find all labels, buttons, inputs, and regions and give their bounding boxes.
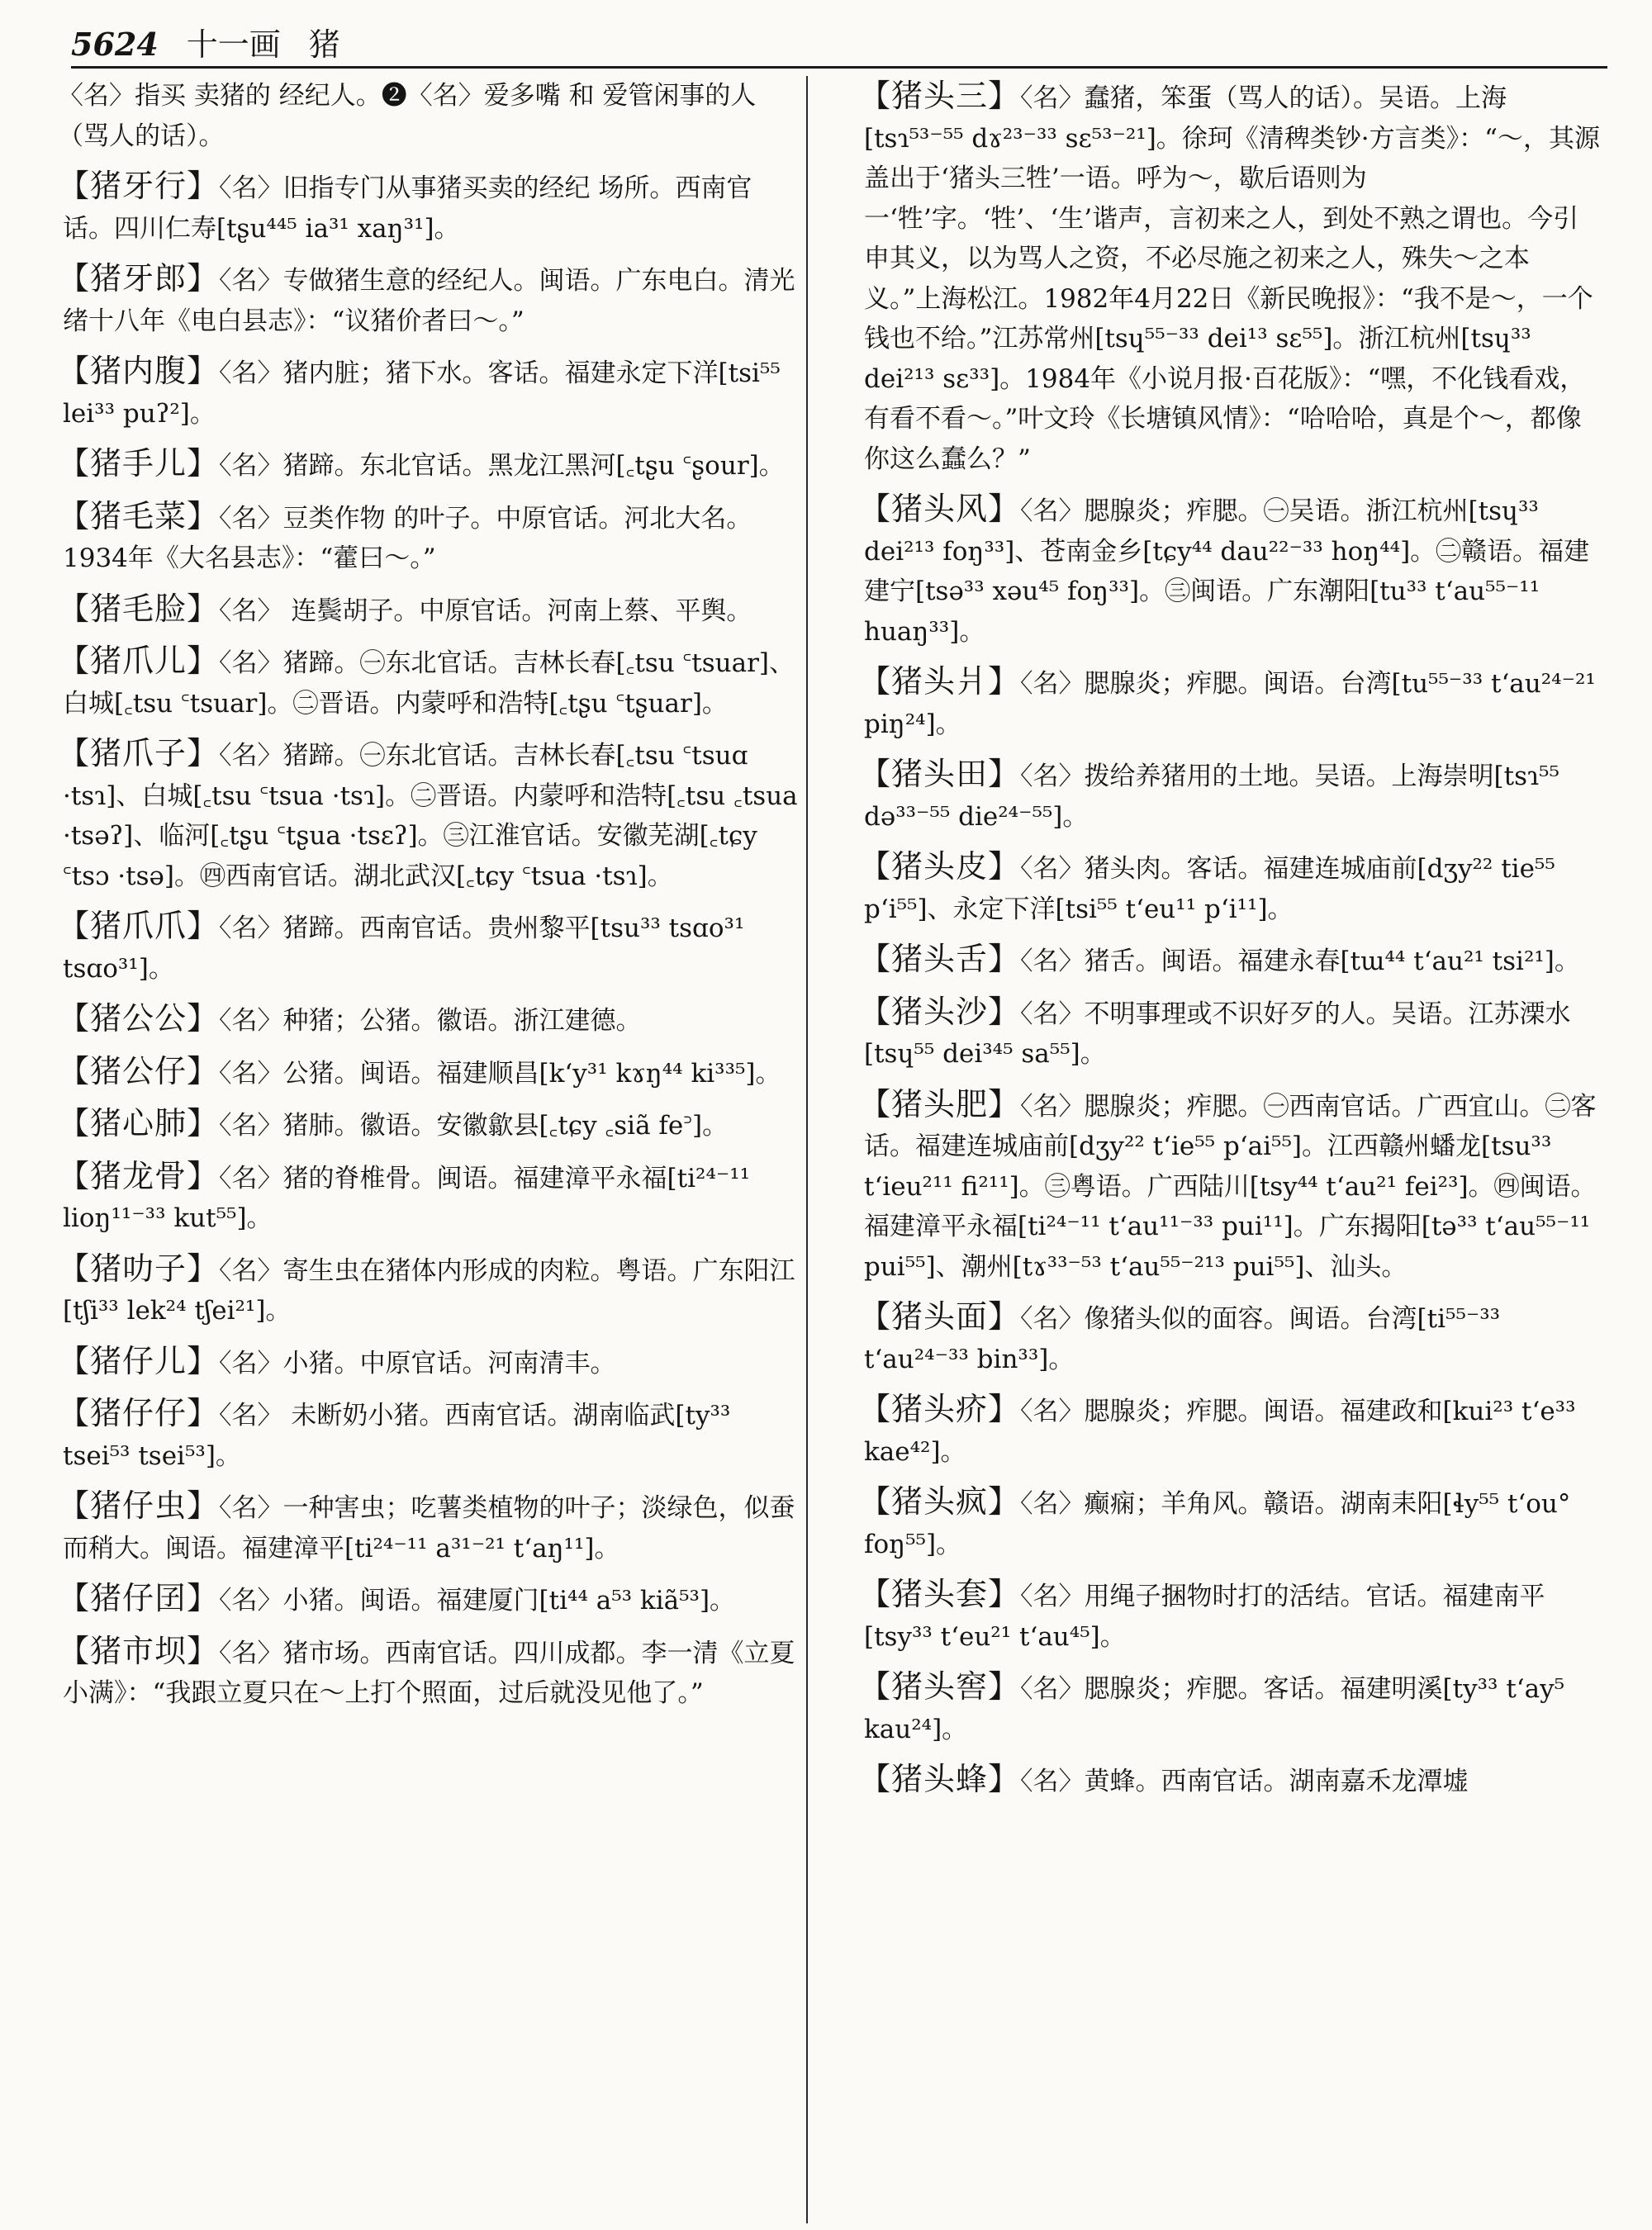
- entry-definition: 〈名〉猪内脏；猪下水。客话。福建永定下洋[tsi⁵⁵ lei³³ puʔ²]。: [63, 358, 781, 429]
- entry-headword: 【 猪毛脸 】: [58, 591, 219, 627]
- entry-headword: 【 猪头舌 】: [859, 941, 1020, 977]
- entry-headword: 【 猪头沙 】: [859, 994, 1020, 1030]
- dictionary-entry: [859, 847, 1601, 929]
- dictionary-entry: [58, 641, 800, 724]
- entry-definition: 〈名〉猪头肉。客话。福建连城庙前[dʒy²² tie⁵⁵ p‘i⁵⁵]、永定下洋[tsi⁵⁵ t‘eu¹¹ p‘i¹¹]。: [864, 854, 1555, 924]
- entry-headword: 【 猪头蜂 】: [859, 1761, 1020, 1797]
- entry-definition: 〈名〉猪蹄。㊀东北官话。吉林长春[꜀tsu ꜂tsuar]、白城[꜀tsu ꜂tsuar]。㊁晋语。内蒙呼和浩特[꜀tʂu ꜂tʂuar]。: [63, 648, 795, 719]
- dictionary-entry: [859, 992, 1601, 1075]
- dictionary-entry: [859, 1482, 1601, 1564]
- dictionary-entry: [58, 1249, 800, 1331]
- entry-headword: 【 猪头皮 】: [859, 848, 1020, 885]
- section-label: 十一画: [186, 26, 281, 63]
- entry-headword: 【 猪头疥 】: [859, 1391, 1020, 1427]
- dictionary-entry: [58, 1486, 800, 1568]
- entry-definition: 〈名〉腮腺炎；痄腮。闽语。福建政和[kui²³ t‘e³³ kae⁴²]。: [864, 1397, 1576, 1467]
- entry-definition: 〈名〉蠢猪，笨蛋（骂人的话）。吴语。上海[tsɿ⁵³⁻⁵⁵ dɤ²³⁻³³ sɛ⁵³⁻²¹]。徐珂《清稗类钞·方言类》：“～，其源盖出于‘猪头三牲’一语。呼为～，歇后语则为一‘牲’字。‘牲’、‘生’谐声，言初来之人，到处不熟之谓也。今引申其义，以为骂人之资，不必尽施之初来之人，殊失～之本义。”上海松江。1982年4月22日《新民晚报》：“我不是～，一个钱也不给。”江苏常州[tsɥ⁵⁵⁻³³ dei¹³ sɛ⁵⁵]。浙江杭州[tsɥ³³ dei²¹³ sɛ³³]。1984年《小说月报·百花版》：“嘿，不化钱看戏，有看不看～。”叶文玲《长塘镇风情》：“哈哈哈，真是个～，都像你这么蠢么？”: [864, 83, 1601, 474]
- entry-definition: 〈名〉一种害虫；吃薯类植物的叶子；淡绿色，似蚕而稍大。闽语。福建漳平[ti²⁴⁻¹¹ a³¹⁻²¹ t‘aŋ¹¹]。: [63, 1493, 795, 1563]
- entry-definition: 〈名〉猪的脊椎骨。闽语。福建漳平永福[ti²⁴⁻¹¹ lioŋ¹¹⁻³³ kut⁵⁵]。: [63, 1163, 751, 1233]
- entry-definition: 〈名〉拨给养猪用的土地。吴语。上海崇明[tsɿ⁵⁵ də³³⁻⁵⁵ die²⁴⁻⁵⁵]。: [864, 762, 1559, 832]
- dictionary-entry: [859, 489, 1601, 652]
- entry-definition: 〈名〉不明事理或不识好歹的人。吴语。江苏溧水[tsɥ⁵⁵ dei³⁴⁵ sa⁵⁵]。: [864, 999, 1571, 1069]
- entry-definition: 〈名〉种猪；公猪。徽语。浙江建德。: [219, 1006, 642, 1036]
- right-column: [859, 76, 1601, 2223]
- dictionary-entry: [58, 733, 800, 896]
- entry-headword: 【 猪公仔 】: [58, 1053, 219, 1089]
- dictionary-entry: [58, 589, 800, 632]
- entry-definition: 〈名〉小猪。闽语。福建厦门[ti⁴⁴ a⁵³ kiã⁵³]。: [219, 1586, 736, 1616]
- entry-definition: 〈名〉腮腺炎；痄腮。闽语。台湾[tu⁵⁵⁻³³ t‘au²⁴⁻²¹ piŋ²⁴]。: [864, 669, 1596, 739]
- entry-headword: 【 猪头三 】: [859, 78, 1020, 114]
- dictionary-entry: [58, 1156, 800, 1239]
- entry-definition: 〈名〉旧指专门从事猪买卖的经纪 场所。西南官话。四川仁寿[tʂu⁴⁴⁵ ia³¹ xaŋ³¹]。: [63, 173, 752, 244]
- entry-definition: 〈名〉豆类作物 的叶子。中原官话。河北大名。1934年《大名县志》：“藿曰～。”: [63, 503, 752, 573]
- entry-headword: 【 猪手儿 】: [58, 445, 219, 482]
- dictionary-entry: [58, 76, 800, 156]
- dictionary-entry: [859, 939, 1601, 982]
- entry-headword: 【 猪爪爪 】: [58, 908, 219, 944]
- entry-definition: 〈名〉用绳子捆物时打的活结。官话。福建南平[tsy³³ t‘eu²¹ t‘au⁴⁵]。: [864, 1582, 1545, 1652]
- entry-headword: 【 猪头肥 】: [859, 1086, 1020, 1122]
- left-column: [58, 76, 800, 2223]
- dictionary-entry: [58, 496, 800, 579]
- entry-definition: 〈名〉指买 卖猪的 经纪人。❷〈名〉爱多嘴 和 爱管闲事的人（骂人的话）。: [58, 81, 757, 151]
- dictionary-entry: [859, 754, 1601, 837]
- entry-definition: 〈名〉 连鬓胡子。中原官话。河南上蔡、平舆。: [219, 595, 752, 626]
- dictionary-entry: [58, 1341, 800, 1384]
- dictionary-entry: [58, 1393, 800, 1476]
- header-character: 猪: [308, 26, 340, 63]
- dictionary-entry: [58, 1631, 800, 1714]
- dictionary-entry: [58, 444, 800, 486]
- entry-definition: 〈名〉猪肺。徽语。安徽歙县[꜀tɕy ꜀siã fe꜄]。: [219, 1111, 729, 1141]
- page-number: 5624: [71, 26, 159, 63]
- dictionary-entry: [58, 1103, 800, 1146]
- dictionary-entry: [58, 906, 800, 989]
- entry-headword: 【 猪爪子 】: [58, 735, 219, 771]
- entry-definition: 〈名〉猪蹄。西南官话。贵州黎平[tsu³³ tsɑo³¹ tsɑo³¹]。: [63, 913, 745, 984]
- dictionary-entry: [859, 1389, 1601, 1472]
- entry-headword: 【 猪头田 】: [859, 756, 1020, 792]
- dictionary-entry: [859, 1759, 1601, 1802]
- entry-definition: 〈名〉像猪头似的面容。闽语。台湾[ti⁵⁵⁻³³ t‘au²⁴⁻³³ bin³³]。: [864, 1304, 1501, 1374]
- entry-definition: 〈名〉猪蹄。东北官话。黑龙江黑河[꜀tʂu ꜂ʂour]。: [219, 451, 785, 481]
- entry-definition: 〈名〉腮腺炎；痄腮。㊀吴语。浙江杭州[tsɥ³³ dei²¹³ foŋ³³]、苍南金乡[tɕy⁴⁴ dau²²⁻³³ hoŋ⁴⁴]。㊁赣语。福建建宁[tsə³³ xəu⁴⁵ foŋ³³]。㊂闽语。广东潮阳[tu³³ t‘au⁵⁵⁻¹¹ huaŋ³³]。: [864, 496, 1590, 647]
- dictionary-entry: [859, 1574, 1601, 1657]
- entry-headword: 【 猪头套 】: [859, 1576, 1020, 1612]
- entry-headword: 【 猪仔儿 】: [58, 1343, 219, 1379]
- dictionary-entry: [58, 999, 800, 1041]
- entry-definition: 〈名〉腮腺炎；痄腮。客话。福建明溪[ty³³ t‘ay⁵ kau²⁴]。: [864, 1674, 1565, 1744]
- dictionary-entry: [58, 259, 800, 341]
- dictionary-entry: [859, 76, 1601, 479]
- column-divider: [806, 76, 808, 2223]
- entry-definition: 〈名〉寄生虫在猪体内形成的肉粒。粤语。广东阳江[tʃi³³ lek²⁴ tʃei²¹]。: [63, 1255, 795, 1326]
- dictionary-entry: [859, 1084, 1601, 1288]
- dictionary-entry: [58, 1051, 800, 1094]
- entry-definition: 〈名〉黄蜂。西南官话。湖南嘉禾龙潭墟: [1020, 1767, 1469, 1796]
- entry-headword: 【 猪牙郎 】: [58, 260, 219, 297]
- entry-definition: 〈名〉猪蹄。㊀东北官话。吉林长春[꜀tsu ꜂tsuɑ ·tsɿ]、白城[꜀tsu ꜂tsua ·tsɿ]。㊁晋语。内蒙呼和浩特[꜀tsu ꜀tsua ·tsəʔ]、临河[꜀tʂu ꜂tʂua ·tsɛʔ]。㊂江淮官话。安徽芜湖[꜀tɕy ꜂tsɔ ·tsə]。㊃西南官话。湖北武汉[꜀tɕy ꜂tsua ·tsɿ]。: [63, 741, 798, 891]
- dictionary-entry: [58, 351, 800, 434]
- dictionary-entry: [859, 1667, 1601, 1749]
- entry-headword: 【 猪仔仔 】: [58, 1395, 219, 1431]
- header-rule: [71, 66, 1607, 69]
- entry-headword: 【 猪叻子 】: [58, 1250, 219, 1287]
- entry-headword: 【 猪牙行 】: [58, 168, 219, 204]
- page-header: [71, 15, 1607, 68]
- dictionary-entry: [58, 1578, 800, 1621]
- entry-headword: 【 猪仔囝 】: [58, 1580, 219, 1616]
- entry-definition: 〈名〉猪市场。西南官话。四川成都。李一清《立夏小满》：“我跟立夏只在～上打个照面，过后就没见他了。”: [63, 1638, 795, 1708]
- entry-headword: 【 猪龙骨 】: [58, 1158, 219, 1194]
- entry-headword: 【 猪毛菜 】: [58, 498, 219, 534]
- entry-definition: 〈名〉猪舌。闽语。福建永春[tɯ⁴⁴ t‘au²¹ tsi²¹]。: [1020, 947, 1580, 976]
- entry-headword: 【 猪头窖 】: [859, 1668, 1020, 1705]
- entry-headword: 【 猪内腹 】: [58, 353, 219, 389]
- dictionary-entry: [859, 1297, 1601, 1379]
- entry-definition: 〈名〉癫痫；羊角风。赣语。湖南耒阳[ɬy⁵⁵ t‘ou° foŋ⁵⁵]。: [864, 1489, 1571, 1559]
- entry-definition: 〈名〉小猪。中原官话。河南清丰。: [219, 1348, 616, 1378]
- entry-headword: 【 猪头疯 】: [859, 1483, 1020, 1520]
- entry-definition: 〈名〉公猪。闽语。福建顺昌[k‘y³¹ kɤŋ⁴⁴ ki³³⁵]。: [219, 1058, 781, 1089]
- entry-headword: 【 猪头风 】: [859, 491, 1020, 527]
- entry-headword: 【 猪头爿 】: [859, 663, 1020, 700]
- entry-headword: 【 猪仔虫 】: [58, 1487, 219, 1524]
- dictionary-entry: [58, 166, 800, 249]
- dictionary-entry: [859, 662, 1601, 744]
- entry-definition: 〈名〉 未断奶小猪。西南官话。湖南临武[ty³³ tsei⁵³ tsei⁵³]。: [63, 1401, 731, 1471]
- entry-definition: 〈名〉专做猪生意的经纪人。闽语。广东电白。清光绪十八年《电白县志》：“议猪价者曰～。”: [63, 266, 795, 336]
- entry-headword: 【 猪爪儿 】: [58, 643, 219, 679]
- entry-definition: 〈名〉腮腺炎；痄腮。㊀西南官话。广西宜山。㊁客话。福建连城庙前[dʒy²² t‘ie⁵⁵ p‘ai⁵⁵]。江西赣州蟠龙[tsu³³ t‘ieu²¹¹ fi²¹¹]。㊂粤语。广西陆川[tsy⁴⁴ t‘au²¹ fei²³]。㊃闽语。福建漳平永福[ti²⁴⁻¹¹ t‘au¹¹⁻³³ pui¹¹]。广东揭阳[tə³³ t‘au⁵⁵⁻¹¹ pui⁵⁵]、潮州[tɤ³³⁻⁵³ t‘au⁵⁵⁻²¹³ pui⁵⁵]、汕头。: [864, 1091, 1597, 1282]
- entry-headword: 【 猪市坝 】: [58, 1633, 219, 1669]
- entry-headword: 【 猪心肺 】: [58, 1105, 219, 1141]
- entry-headword: 【 猪头面 】: [859, 1298, 1020, 1335]
- entry-headword: 【 猪公公 】: [58, 1000, 219, 1037]
